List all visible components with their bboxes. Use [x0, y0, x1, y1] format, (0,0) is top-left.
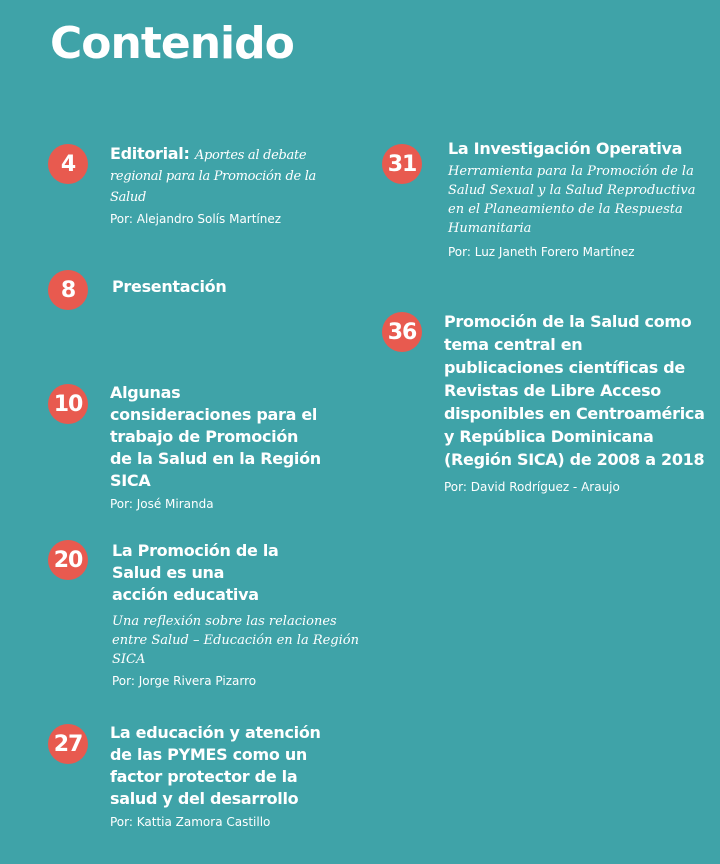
entry-author: Por: David Rodríguez - Araujo: [444, 480, 620, 494]
entry-title: La educación y atención de las PYMES como un factor protector de la salud y del desarrollo: [110, 723, 321, 808]
entry-subtitle: Herramienta para la Promoción de la Salud Sexual y la Salud Reproductiva en el Planeamiento de la Respuesta Humanitaria: [448, 164, 696, 236]
toc-entry-presentacion[interactable]: [48, 268, 328, 312]
page-number-badge: 36: [382, 312, 422, 352]
entry-author: Por: Alejandro Solís Martínez: [110, 212, 282, 226]
page-number-badge: 8: [48, 270, 88, 310]
entry-title: Presentación: [112, 277, 227, 296]
page-title: Contenido: [50, 18, 294, 69]
page-number-badge: 31: [382, 144, 422, 184]
entry-author: Por: Jorge Rivera Pizarro: [112, 674, 257, 688]
entry-inline-subtitle: Aportes al debate regional para la Promoción de la Salud: [110, 148, 317, 205]
toc-entry-consideraciones[interactable]: [48, 380, 338, 511]
entry-title: Promoción de la Salud como tema central en publicaciones científicas de Revistas de Libre Acceso disponibles en Centroamérica y República Dominicana (Región SICA) de 2008 a 2018: [444, 312, 705, 469]
entry-subtitle: Una reflexión sobre las relaciones entre Salud – Educación en la Región SICA: [112, 614, 359, 667]
toc-entry-accion-educativa[interactable]: [48, 540, 368, 688]
page-number-badge: 10: [48, 384, 88, 424]
entry-author: Por: Luz Janeth Forero Martínez: [448, 245, 635, 259]
toc-entry-editorial[interactable]: [48, 140, 328, 230]
entry-title: [110, 144, 325, 207]
page-number-badge: 20: [48, 540, 88, 580]
page-number-badge: 27: [48, 724, 88, 764]
entry-title: La Promoción de la Salud es una acción educativa: [112, 541, 279, 604]
entry-title: Algunas consideraciones para el trabajo de Promoción de la Salud en la Región SICA: [110, 383, 321, 490]
entry-lead: Editorial:: [110, 144, 190, 163]
entry-author: Por: José Miranda: [110, 497, 214, 511]
entry-author: Por: Kattia Zamora Castillo: [110, 815, 271, 829]
toc-entry-publicaciones[interactable]: [382, 310, 712, 510]
toc-entry-pymes[interactable]: [48, 720, 348, 840]
entry-title: La Investigación Operativa: [448, 139, 683, 158]
page-number-badge: 4: [48, 144, 88, 184]
toc-entry-investigacion-operativa[interactable]: [382, 138, 702, 268]
